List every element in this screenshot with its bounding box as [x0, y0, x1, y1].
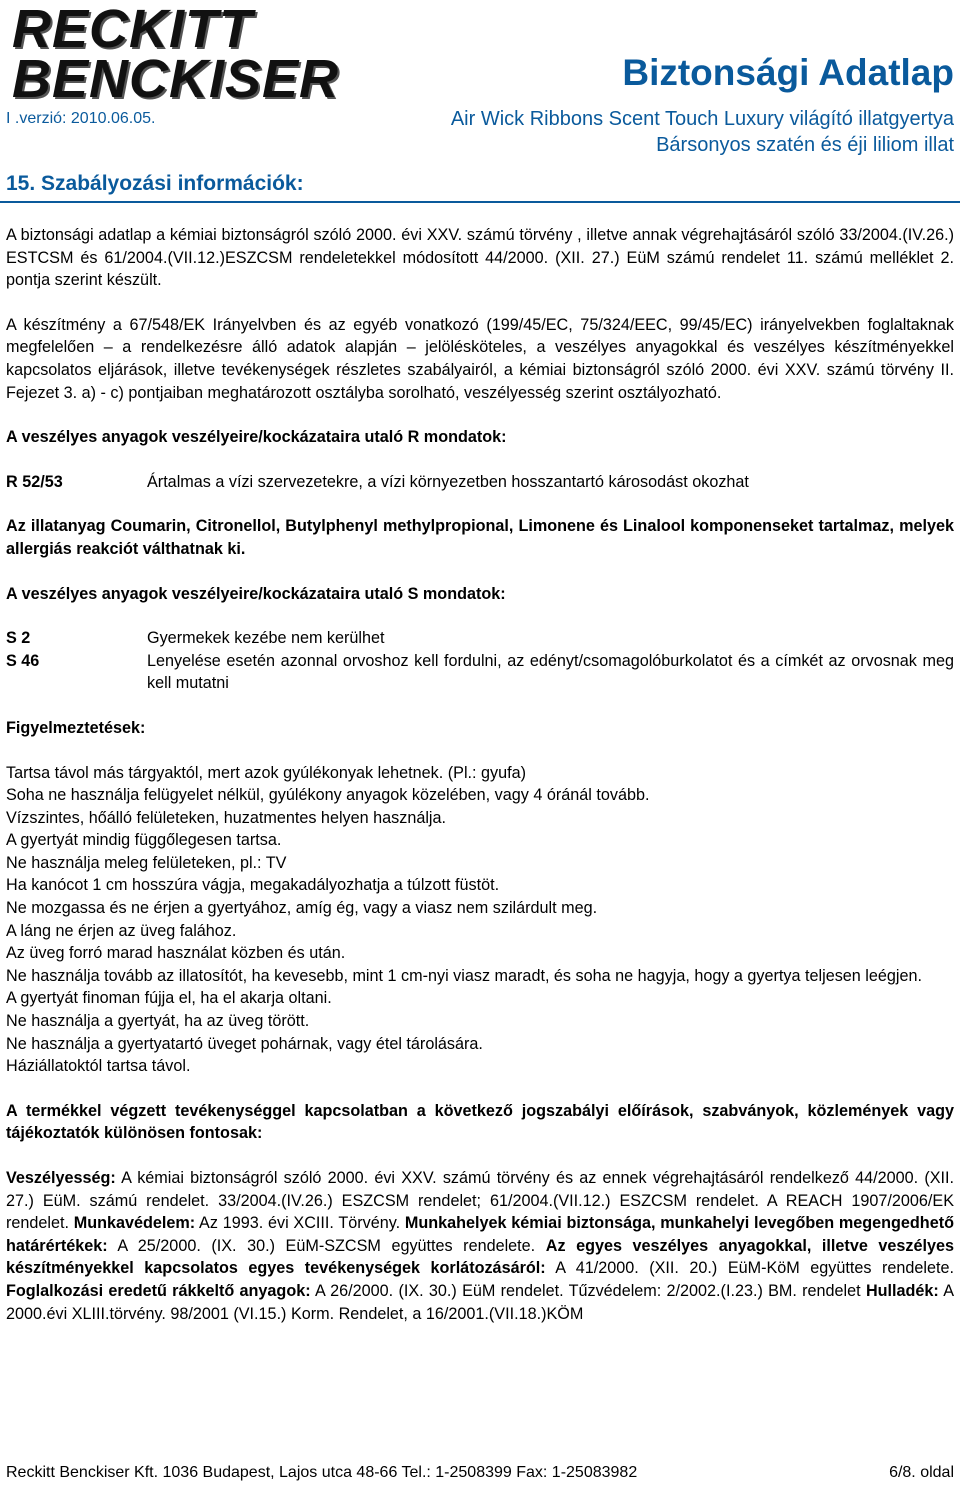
- company-logo: [12, 0, 340, 109]
- header-divider: [0, 201, 960, 203]
- spacer: [6, 1145, 954, 1167]
- r-phrases-heading: A veszélyes anyagok veszélyeire/kockázataira utaló R mondatok:: [6, 428, 507, 447]
- warning-item: Háziállatoktól tartsa távol.: [6, 1057, 191, 1076]
- intro-paragraph-1: A biztonsági adatlap a kémiai biztonságról szóló 2000. évi XXV. számú törvény , illetve annak végrehajtásáról szóló 33/2004.(IV.26.) ESTCSM és 61/2004.(VII.12.)ESZCSM rendeletekkel módosított 44/2000. (XII. 27.) EüM számú rendelet 11. számú melléklet 2. pontja szerint készült.: [6, 226, 954, 290]
- warning-item: Ne használja a gyertyatartó üveget pohárnak, vagy étel tárolására.: [6, 1034, 483, 1053]
- warning-item: A gyertyát mindig függőlegesen tartsa.: [6, 831, 282, 850]
- spacer: [6, 1078, 954, 1100]
- section-title: 15. Szabályozási információk:: [6, 172, 304, 195]
- spacer: [6, 449, 954, 471]
- restriction-text: A 41/2000. (XII. 20.) EüM-KöM együttes rendelete.: [545, 1259, 954, 1278]
- page-footer: [6, 1464, 954, 1482]
- hazard-text: A kémiai biztonságról szóló 2000. évi XXV. számú törvény és az ennek végrehajtásáról rendelkező 44/2000. (XII. 27.) EüM. számú rendelet. 33/2004.(IV.26.) ESZCSM rendelet; 61/2004.(VII.12.) ESZCSM rendelet. A REACH 1907/2006/EK rendelet.: [6, 1169, 954, 1233]
- warnings-heading: Figyelmeztetések:: [6, 718, 146, 737]
- s-phrase-row: [6, 627, 954, 650]
- spacer: [6, 605, 954, 627]
- spacer: [6, 404, 954, 426]
- s-phrase-row: [6, 650, 954, 695]
- warning-item: Ne használja a gyertyát, ha az üveg törött.: [6, 1012, 310, 1031]
- warning-item: Ne használja meleg felületeken, pl.: TV: [6, 853, 287, 872]
- workplace-text: A 25/2000. (IX. 30.) EüM-SZCSM együttes rendelete.: [107, 1236, 546, 1255]
- logo-line-2: BENCKISER: [12, 49, 340, 109]
- r-phrase-row: [6, 471, 954, 494]
- warning-item: Az üveg forró marad használat közben és után.: [6, 944, 346, 963]
- warning-item: Ne használja tovább az illatosítót, ha kevesebb, mint 1 cm-nyi viasz maradt, és soha ne hagyja, hogy a gyertya teljesen leégjen.: [6, 966, 923, 985]
- warning-item: Ha kanócot 1 cm hosszúra vágja, megakadályozhatja a túlzott füstöt.: [6, 876, 500, 895]
- s-phrase-code: S 46: [6, 651, 40, 670]
- hazard-label: Veszélyesség:: [6, 1169, 116, 1187]
- workplace-label: Munkahelyek kémiai biztonsága, munkahelyi levegőben megengedhető határértékek:: [6, 1214, 954, 1255]
- carcinogen-text: A 26/2000. (IX. 30.) EüM rendelet. Tűzvédelem: 2/2002.(I.23.) BM. rendelet: [310, 1281, 866, 1300]
- footer-contact: Reckitt Benckiser Kft. 1036 Budapest, Lajos utca 48-66 Tel.: 1-2508399 Fax: 1-25083982: [6, 1464, 638, 1481]
- laws-heading: A termékkel végzett tevékenységgel kapcsolatban a következő jogszabályi előírások, szabványok, közlemények vagy tájékoztatók különösen fontosak:: [6, 1101, 954, 1143]
- work-safety-label: Munkavédelem:: [73, 1214, 196, 1233]
- s-phrases-heading: A veszélyes anyagok veszélyeire/kockázataira utaló S mondatok:: [6, 584, 506, 603]
- spacer: [6, 695, 954, 717]
- spacer: [6, 740, 954, 762]
- waste-text: A 2000.évi XLIII.törvény. 98/2001 (VI.15.) Korm. Rendelet, a 16/2001.(VII.18.)KÖM: [6, 1281, 954, 1323]
- spacer: [6, 292, 954, 314]
- warning-item: A láng ne érjen az üveg falához.: [6, 921, 237, 940]
- spacer: [6, 561, 954, 583]
- product-name-line-2: Bársonyos szatén és éji liliom illat: [656, 134, 954, 156]
- waste-label: Hulladék:: [865, 1281, 939, 1300]
- intro-paragraph-2: A készítmény a 67/548/EK Irányelvben és az egyéb vonatkozó (199/45/EC, 75/324/EEC, 99/45/EC) irányelvekben foglaltaknak megfelelően – a rendelkezésre álló adatok alapján – jelölésköteles, a veszélyes anyagokkal és veszélyes készítményekkel kapcsolatos eljárások, illetve tevékenységek részletes szabályairól, a kémiai biztonságról szóló 2000. évi XXV. számú törvény II. Fejezet 3. a) - c) pontjaiban meghatározott osztályba sorolható, veszélyesség szerint osztályozható.: [6, 315, 954, 402]
- version-label: I .verzió: 2010.06.05.: [6, 110, 156, 127]
- product-name-line-1: Air Wick Ribbons Scent Touch Luxury világító illatgyertya: [450, 108, 954, 130]
- r-phrase-text: Ártalmas a vízi szervezetekre, a vízi környezetben hosszantartó károsodást okozhat: [147, 472, 749, 491]
- allergen-note: Az illatanyag Coumarin, Citronellol, Butylphenyl methylpropional, Limonene és Linalool komponenseket tartalmaz, melyek allergiás reakciót válthatnak ki.: [6, 517, 954, 558]
- document-title: Biztonsági Adatlap: [622, 52, 954, 93]
- restriction-label: Az egyes veszélyes anyagokkal, illetve veszélyes készítményekkel kapcsolatos egyes tevékenységek korlátozásáról:: [6, 1236, 954, 1278]
- logo-line-1: RECKITT: [12, 0, 253, 59]
- warning-item: Soha ne használja felügyelet nélkül, gyúlékony anyagok közelében, vagy 4 óránál tovább.: [6, 786, 650, 805]
- work-safety-text: Az 1993. évi XCIII. Törvény.: [195, 1214, 405, 1233]
- warnings-list: [6, 762, 954, 1078]
- warning-item: A gyertyát finoman fújja el, ha el akarja oltani.: [6, 989, 332, 1008]
- warning-item: Tartsa távol más tárgyaktól, mert azok gyúlékonyak lehetnek. (Pl.: gyufa): [6, 763, 527, 782]
- page-number: 6/8. oldal: [889, 1464, 954, 1481]
- s-phrase-text: Gyermekek kezébe nem kerülhet: [147, 629, 385, 648]
- warning-item: Ne mozgassa és ne érjen a gyertyához, amíg ég, vagy a viasz nem szilárdult meg.: [6, 899, 598, 918]
- laws-paragraph: [6, 1167, 954, 1325]
- s-phrase-code: S 2: [6, 629, 31, 648]
- s-phrase-text: Lenyelése esetén azonnal orvoshoz kell fordulni, az edényt/csomagolóburkolatot és a címkét az orvosnak meg kell mutatni: [147, 651, 954, 693]
- warning-item: Vízszintes, hőálló felületeken, huzatmentes helyen használja.: [6, 808, 447, 827]
- document-body: [6, 224, 954, 1325]
- spacer: [6, 493, 954, 515]
- carcinogen-label: Foglalkozási eredetű rákkeltő anyagok:: [6, 1281, 311, 1300]
- r-phrase-code: R 52/53: [6, 472, 63, 491]
